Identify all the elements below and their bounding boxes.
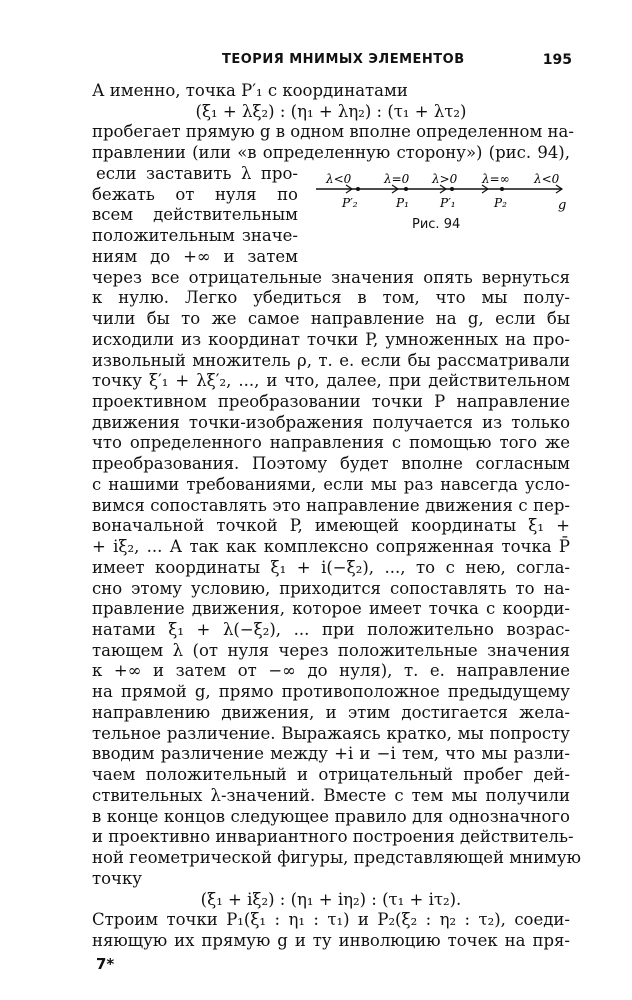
label-lambda-pos: λ>0 <box>432 171 458 186</box>
point-P1-prime <box>450 187 454 191</box>
label-lambda-inf: λ=∞ <box>482 171 510 186</box>
text-line: правлении (или «в определенную сторону») (рис. 94), <box>92 143 570 163</box>
page-header <box>92 52 572 74</box>
text-line: имеет координаты ξ₁ + i(−ξ₂), ..., то с нею, согла- <box>92 557 570 577</box>
figure-caption: Рис. 94 <box>412 216 461 232</box>
text-line: преобразования. Поэтому будет вполне согласным <box>92 454 570 474</box>
figure-line-diagram <box>312 167 574 215</box>
point-P1 <box>404 187 408 191</box>
formula-line: (ξ₁ + λξ₂) : (η₁ + λη₂) : (τ₁ + λτ₂) <box>195 101 467 121</box>
label-P2-prime: P′₂ <box>342 195 358 210</box>
text-line: на прямой g, прямо противоположное предыдущему <box>92 682 570 702</box>
text-line: ной геометрической фигуры, представляющей мнимую <box>92 848 581 868</box>
text-line: бежать от нуля по <box>92 184 298 204</box>
text-line: что определенного направления с помощью того же <box>92 433 570 453</box>
text-line: вводим различение между +i и −i тем, что мы разли- <box>92 744 570 764</box>
text-line: + iξ₂, ... А так как комплексно сопряженная точка P̄ <box>92 537 570 557</box>
text-line: чаем положительный и отрицательный пробег дей- <box>92 765 570 785</box>
text-line: к +∞ и затем от −∞ до нуля), т. е. направление <box>92 661 570 681</box>
signature-mark: 7* <box>96 954 115 973</box>
text-line: воначальной точкой P, имеющей координаты ξ₁ + <box>92 516 570 536</box>
text-line: и проективно инвариантного построения действитель- <box>92 827 574 847</box>
text-line: ниям до +∞ и затем <box>92 246 298 266</box>
text-line: точку ξ′₁ + λξ′₂, ..., и что, далее, при действительном <box>92 371 570 391</box>
text-line: точку <box>92 868 142 888</box>
label-g: g <box>558 197 567 213</box>
point-P2-prime <box>356 187 360 191</box>
text-line: проективном преобразовании точки P направление <box>92 391 570 411</box>
page-number: 195 <box>542 52 572 68</box>
label-lambda-neg: λ<0 <box>326 171 352 186</box>
text-line: Строим точки P₁(ξ₁ : η₁ : τ₁) и P₂(ξ₂ : η₂ : τ₂), соеди- <box>92 910 570 930</box>
text-line: няющую их прямую g и ту инволюцию точек на пря- <box>92 931 570 950</box>
label-lambda-zero: λ=0 <box>384 171 410 186</box>
text-line: к нулю. Легко убедиться в том, что мы полу- <box>92 288 570 308</box>
text-line: сно этому условию, приходится сопоставлять то на- <box>92 578 570 598</box>
text-line: с нашими требованиями, если мы раз навсегда усло- <box>92 474 570 494</box>
text-line: натами ξ₁ + λ(−ξ₂), ... при положительно возрас- <box>92 620 570 640</box>
label-lambda-neg-2: λ<0 <box>534 171 560 186</box>
text-line: извольный множитель ρ, т. е. если бы рассматривали <box>92 350 570 370</box>
text-line: ствительных λ-значений. Вместе с тем мы получили <box>92 785 570 805</box>
label-P1: P₁ <box>396 195 409 210</box>
text-line: А именно, точка P′₁ с координатами <box>92 81 408 100</box>
text-line: в конце концов следующее правило для однозначного <box>92 806 570 826</box>
text-line: тающем λ (от нуля через положительные значения <box>92 640 570 660</box>
text-line: тельное различение. Выражаясь кратко, мы попросту <box>92 723 570 743</box>
point-P2 <box>500 187 504 191</box>
text-line: исходили из координат точки P, умноженных на про- <box>92 329 570 349</box>
figure-94 <box>312 167 574 241</box>
text-line: если заставить λ про- <box>96 163 298 183</box>
text-line: всем действительным <box>92 205 298 225</box>
formula-line: (ξ₁ + iξ₂) : (η₁ + iη₂) : (τ₁ + iτ₂). <box>200 889 462 909</box>
text-line: через все отрицательные значения опять вернуться <box>92 267 570 287</box>
text-line: чили бы то же самое направление на g, если бы <box>92 309 570 329</box>
label-P1-prime: P′₁ <box>440 195 456 210</box>
text-line: положительным значе- <box>92 226 298 246</box>
text-line: движения точки-изображения получается из только <box>92 412 570 432</box>
text-line: направлению движения, и этим достигается жела- <box>92 702 570 722</box>
running-title: ТЕОРИЯ МНИМЫХ ЭЛЕМЕНТОВ <box>222 52 465 67</box>
text-line: вимся сопоставлять это направление движения с пер- <box>92 495 570 515</box>
text-line: пробегает прямую g в одном вполне определенном на- <box>92 122 574 142</box>
label-P2: P₂ <box>494 195 507 210</box>
text-line: правление движения, которое имеет точка с коорди- <box>92 599 570 619</box>
